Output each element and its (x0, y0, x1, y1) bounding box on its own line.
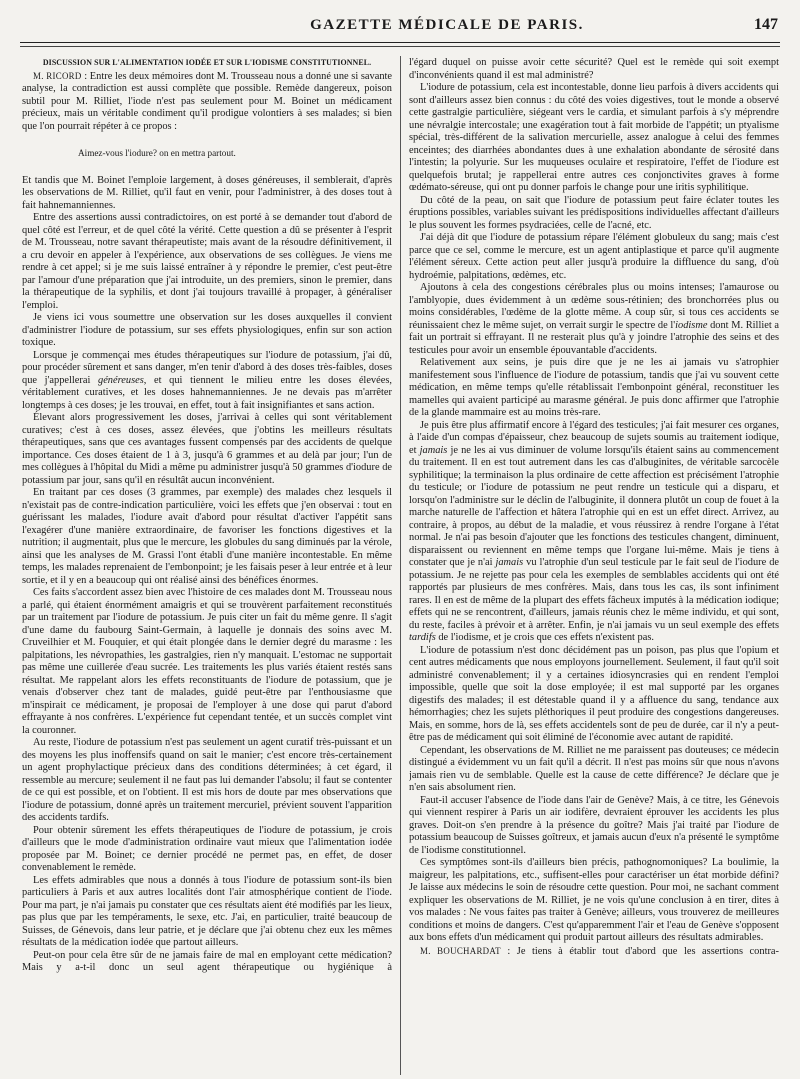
paragraph: Ces faits s'accordent assez bien avec l'histoire de ces malades dont M. Trousseau nous a parlé, qui étaient énormément amaigris et qui se trouvèrent parfaitement reconstitués par un traitement par l'iodure de potassium. Je puis citer un fait du même genre. Il s'agit d'une dame du faubourg Saint-Germain, à laquelle je donnais des soins avec M. Cruveilhier et M. Fouquier, et qui était plongée dans le dernier degré du marasme : les palpitations, les névropathies, les gastralgies, rien n'y manquait. L'estomac ne supportait pas même une cuillerée d'eau sucrée. Les traitements les plus variés étaient restés sans résultat. Me rappelant alors les effets reconstituants de l'iodure de potassium, que je venais d'observer chez tant de malades, guidé peut-être par l'enthousiasme que m'inspirait ce médicament, je proposai de l'employer à une dose qui parut d'abord effrayante à nos confrères. L'expérience fut cependant tentée, et un succès complet vint la couronner. (22, 587, 392, 736)
column-left (22, 57, 392, 1075)
text-run: Lorsque je commençai mes études thérapeutiques sur l'iodure de potassium, j'ai dû, pour procéder sûrement et sans danger, m'en tenir d'abord à des doses très-faibles, doses que j'appellerai (22, 349, 392, 386)
epigraph-quote: Aimez-vous l'iodure? on en mettra partout. (78, 148, 236, 158)
paragraph: Faut-il accuser l'absence de l'iode dans l'air de Genève? Mais, à ce titre, les Génevois qui viennent respirer à Paris un air iodifère, devraient éprouver les accidents les plus graves. Doit-on s'en prendre à la présence du goître? Mais j'ai traité par l'iodure de potassium beaucoup de Suisses goîtreux, et jamais aucun d'eux n'a présenté le symptôme de l'iodisme constitutionnel. (409, 794, 779, 856)
paragraph: Et tandis que M. Boinet l'emploie largement, à doses généreuses, il semblerait, d'après les observations de M. Rilliet, qu'il faut en venir, pour l'administrer, à des doses tout à fait hahnemanniennes. (22, 174, 392, 211)
paragraph: Pour obtenir sûrement les effets thérapeutiques de l'iodure de potassium, je crois d'ailleurs que le mode d'administration ordinaire vaut mieux que l'alimentation iodée proposée par M. Boinet; ce dernier procédé ne permet pas, en effet, de doser convenablement le remède. (22, 824, 392, 873)
paragraph: Au reste, l'iodure de potassium n'est pas seulement un agent curatif très-puissant et un des moyens les plus inoffensifs quand on sait le manier; c'est encore très-certainement un agent prophylactique précieux dans des conditions déterminées; à cet égard, il ressemble au mercure; seulement il ne faut pas lui demander l'absolu; il faut se contenter de ce qui est possible, et on l'obtient. Il est mis hors de doute par mes observations que l'iodure de potassium, donné après un traitement mercuriel, prévient souvent l'apparition des accidents tardifs. (22, 737, 392, 823)
header-rule (20, 42, 780, 43)
text-run: dont M. Rilliet a fait un portrait si effrayant. Il ne resterait plus qu'à y joindre l'atrophie des seins et des testicules pour avoir un ensemble épouvantable d'accidents. (409, 319, 779, 356)
paragraph: l'égard duquel on puisse avoir cette sécurité? Quel est le remède qui soit exempt d'inconvénients quand il est mal administré? (409, 57, 779, 81)
text-run: de l'iodisme, et je crois que ces effets n'existent pas. (435, 632, 654, 643)
paragraph: Je viens ici vous soumettre une observation sur les doses auxquelles il convient d'administrer l'iodure de potassium, sur ses effets physiologiques, enfin sur son action toxique. (22, 312, 392, 348)
column-divider (400, 56, 401, 1075)
paragraph: Ces symptômes sont-ils d'ailleurs bien précis, pathognomoniques? La boulimie, la maigreur, les palpitations, etc., suffisent-elles pour caractériser un état morbide défini? Je laisse aux médecins le soin de résoudre cette question. Pour moi, ne sachant comment expliquer les observations de M. Rilliet, je ne vois qu'une conclusion à en tirer, dites à vos malades : Ne vous faites pas traiter à Genève; ailleurs, vous trouverez de meilleures conditions et moins de dangers. C'est qu'apparemment l'air et l'eau de Genève s'opposent aux bons effets d'un médicament qui produit partout ailleurs des résultats admirables. (409, 857, 779, 943)
header-rule (20, 46, 780, 47)
speaker-name: M. BOUCHARDAT (420, 945, 501, 956)
text-run: , et qui tiennent le milieu entre les doses élevées, véritablement curatives, et les doses hahnemanniennes. Je ne devais pas m'arrêter longtemps à ces doses; je les trouvai, en effet, tout à fait insignifiantes et sans action. (22, 374, 392, 411)
paragraph: Du côté de la peau, on sait que l'iodure de potassium peut faire éclater toutes les éruptions possibles, variables suivant les prédispositions individuelles affectant d'ailleurs le plus souvent les formes psydraciées, celle de l'acné, etc. (409, 194, 779, 231)
paragraph (22, 70, 392, 134)
section-heading: DISCUSSION SUR L'ALIMENTATION IODÉE ET SUR L'IODISME CONSTITUTIONNEL. (42, 58, 372, 67)
italic-run: généreuses (98, 374, 144, 386)
paragraph: L'iodure de potassium, cela est incontestable, donne lieu parfois à divers accidents qui sont d'ailleurs assez bien connus : du côté des voies digestives, tout le monde a observé cette gastralgie particulière, siégeant vers le cardia, et simulant parfois à s'y méprendre une névralgie intercostale; une exagération tout à fait morbide de l'appétit; un ptyalisme spécial, très-différent de la salivation mercurielle, assez analogue à celui des femmes enceintes; des diarrhées abondantes dues à une exhalation abondante de sérosité dans l'intestin; la polyurie. Sur les muqueuses oculaire et respiratoire, l'effet de l'iodure est quelquefois brutal; je rappellerai entre autres ces conjonctivites graves à forme œdémato-séreuse, qui ont pu donner parfois le change pour une iritis syphilitique. (409, 82, 779, 193)
paragraph: Relativement aux seins, je puis dire que je ne les ai jamais vu s'atrophier manifestement sous l'influence de l'iodure de potassium, tandis que j'ai vu souvent cette médication, en même temps qu'elle rétablissait l'embonpoint général, reconstituer les mamelles qui avaient participé au marasme général. Je puis donc affirmer que l'atrophie de la glande mammaire est au moins très-rare. (409, 357, 779, 418)
paragraph (409, 945, 779, 959)
text-run: je ne les ai vus diminuer de volume lorsqu'ils étaient sains au commencement du traitement. Il en est tout autrement dans les cas d'albuginites, de véritable sarcocèle syphilitique; la terminaison la plus ordinaire de cette affection est précisément l'atrophie du testicule; or l'iodure de potassium ne peut rendre un testicule qui a disparu, et lorsqu'on l'administre sur le déclin de l'albuginite, il donnera plutôt un coup de fouet à la marche naturelle de l'affection et hâtera l'atrophie qui en est un effet direct. Arrivez, au contraire, à propos, au début de la maladie, et vous réussirez à rendre l'organe à l'état normal. Je n'ai pas besoin d'ajouter que les fonctions des testicules changent, diminuent, disparaissent ou reviennent en même temps que l'organe lui-même. Mais je tiens à constater que je n'ai (409, 444, 779, 568)
italic-run: jamais (419, 444, 448, 456)
paragraph (409, 420, 779, 645)
paragraph (22, 350, 392, 413)
paragraph: Les effets admirables que nous a donnés à tous l'iodure de potassium sont-ils bien particuliers à Paris et aux autres localités dont l'air atmosphérique contient de l'iode. Pour ma part, je n'ai jamais pu constater que ces résultats aient été modifiés par les lieux, pas plus que par les tempéraments, le sexe, etc. J'ai, en particulier, traité beaucoup de Suisses, de Génevois, dans leur patrie, et je déclare que j'ai obtenu chez eux les mêmes résultats de la médication iodée que partout ailleurs. (22, 874, 392, 948)
text-run: vu l'atrophie d'un seul testicule par le fait seul de l'iodure de potassium. Je ne rejette pas pour cela les exemples de semblables accidents qui ont été rapportés par plusieurs de mes confrères. Mais, dans tous les cas, ils sont infiniment rares. Il en est de même de la plupart des effets fâcheux imputés à la médication iodique; effets qui ne se rencontrent, d'ailleurs, jamais réunis chez le même individu, et qui sont, du reste, faciles à prévoir et à arrêter. Enfin, je n'ai jamais vu un seul exemple des effets (409, 557, 779, 631)
column-right (409, 57, 779, 1075)
italic-run: tardifs (409, 632, 436, 643)
page-number: 147 (754, 16, 778, 33)
text-run: : Entre les deux mémoires dont M. Trousseau nous a donné une si savante analyse, la contradiction est aussi complète que possible. Remède dangereux, poison subtil pour M. Rilliet, l'iode n'est pas seulement pour M. Boinet un médicament précieux, mais un véritable condiment qu'il prodigue volontiers à ses malades; si bien que l'on pourrait répéter à ce propos : (22, 70, 392, 132)
paragraph: J'ai déjà dit que l'iodure de potassium répare l'élément globuleux du sang; mais c'est parce que ce sel, comme le mercure, est un agent antiplastique et parce qu'il augmente l'élément séreux. Cette action peut aller jusqu'à produire la diffluence du sang, d'où hydroémie, palpitations, œdèmes, etc. (409, 232, 779, 281)
speaker-name: M. RICORD (33, 70, 82, 81)
paragraph: L'iodure de potassium n'est donc décidément pas un poison, pas plus que l'opium et cent autres médicaments que nous employons journellement. Seulement, il faut qu'il soit administré convenablement; il y a certaines idiosyncrasies qui en rendent l'emploi impossible, quelle que soit la dose employée; il est mal supporté par les organes digestifs des malades; il est détestable quand il y a affluence du sang, tendance aux hémorrhagies; chez les sujets pléthoriques il peut produire des congestions dangereuses. Mais, en somme, hors de là, ses effets accidentels sont de peu de durée, car il n'y a peut-être pas de médicament qui soit éliminé de l'économie avec autant de rapidité. (409, 644, 779, 743)
paragraph (409, 282, 779, 357)
text-run: Ajoutons à cela des congestions cérébrales plus ou moins intenses; l'amaurose ou l'amblyopie, dues évidemment à un œdème sous-rétinien; des bronchorrées plus ou moins considérables, l'œdème de la glotte même. A coup sûr, si tous ces accidents se réunissaient chez le même sujet, on verrait surgir le spectre de l' (409, 282, 779, 331)
paragraph: Cependant, les observations de M. Rilliet ne me paraissent pas douteuses; ce médecin distingué a évidemment vu un fait qu'il a décrit. Il n'est pas moins sûr que nous n'avons jamais rien vu de semblable. Quelle est la cause de cette différence? Je déclare que je n'en sais absolument rien. (409, 744, 779, 793)
paragraph: Peut-on pour cela être sûr de ne jamais faire de mal en employant cette médication? Mais y a-t-il donc un seul agent thérapeutique ou hygiénique à (22, 949, 392, 973)
paragraph: En traitant par ces doses (3 grammes, par exemple) des malades chez lesquels il n'existait pas de contre-indication particulière, voici les effets que j'en observai : tout en guérissant les malades, l'iodure avait d'abord pour résultat d'activer l'appétit sans l'exagérer d'une manière extraordinaire, de favoriser les fonctions digestives et la nutrition; il augmentait, plus que le mercure, les globules du sang diminués par la vérole, ainsi que les analyses de M. Grassi l'ont établi d'une manière incontestable. En même temps, les malades reprenaient de l'embonpoint; je les faisais peser à leur entrée et à leur sortie, et il y en a beaucoup qui ont réalisé ainsi des bénéfices énormes. (22, 487, 392, 586)
journal-title: GAZETTE MÉDICALE DE PARIS. (310, 17, 584, 33)
paragraph: Élevant alors progressivement les doses, j'arrivai à celles qui sont véritablement curatives; c'est à ces doses, assez élevées, que j'obtins les meilleurs résultats thérapeutiques, sans que ces avantages fussent compensés par des accidents de quelque importance. Ces doses étaient de 1 à 3, jusqu'à 6 grammes et au delà par jour; l'un de mes collègues à l'hôpital du Midi a même pu administrer jusqu'à 50 grammes d'iodure de potassium par jour, sans qu'il en résultât aucun inconvénient. (22, 412, 392, 486)
text-run: Je puis être plus affirmatif encore à l'égard des testicules; j'ai fait mesurer ces organes, à l'aide d'un compas d'épaisseur, chez beaucoup de sujets soumis au traitement iodique, et (409, 419, 779, 456)
italic-run: jamais (495, 557, 524, 568)
text-run: : Je tiens à établir tout d'abord que les assertions contra- (500, 945, 779, 957)
paragraph: Entre des assertions aussi contradictoires, on est porté à se demander tout d'abord de quel côté est l'erreur, et de quel côté la vérité. Cette question a dû se présenter à l'esprit de M. Trousseau, notre savant thérapeutiste; mais avant de la résoudre définitivement, il a cru devoir en appeler à l'expérience, aux observations de ses collègues. Je viens me rendre à cet appel; si je me suis laissé entraîner à y répondre le premier, c'est peut-être par l'amour d'une préparation que j'ai introduite, un des premiers, sinon le premier, dans la thérapeutique de la syphilis, et dont j'ai toujours travaillé à propager, à généraliser l'emploi. (22, 212, 392, 311)
italic-run: iodisme (675, 319, 708, 331)
